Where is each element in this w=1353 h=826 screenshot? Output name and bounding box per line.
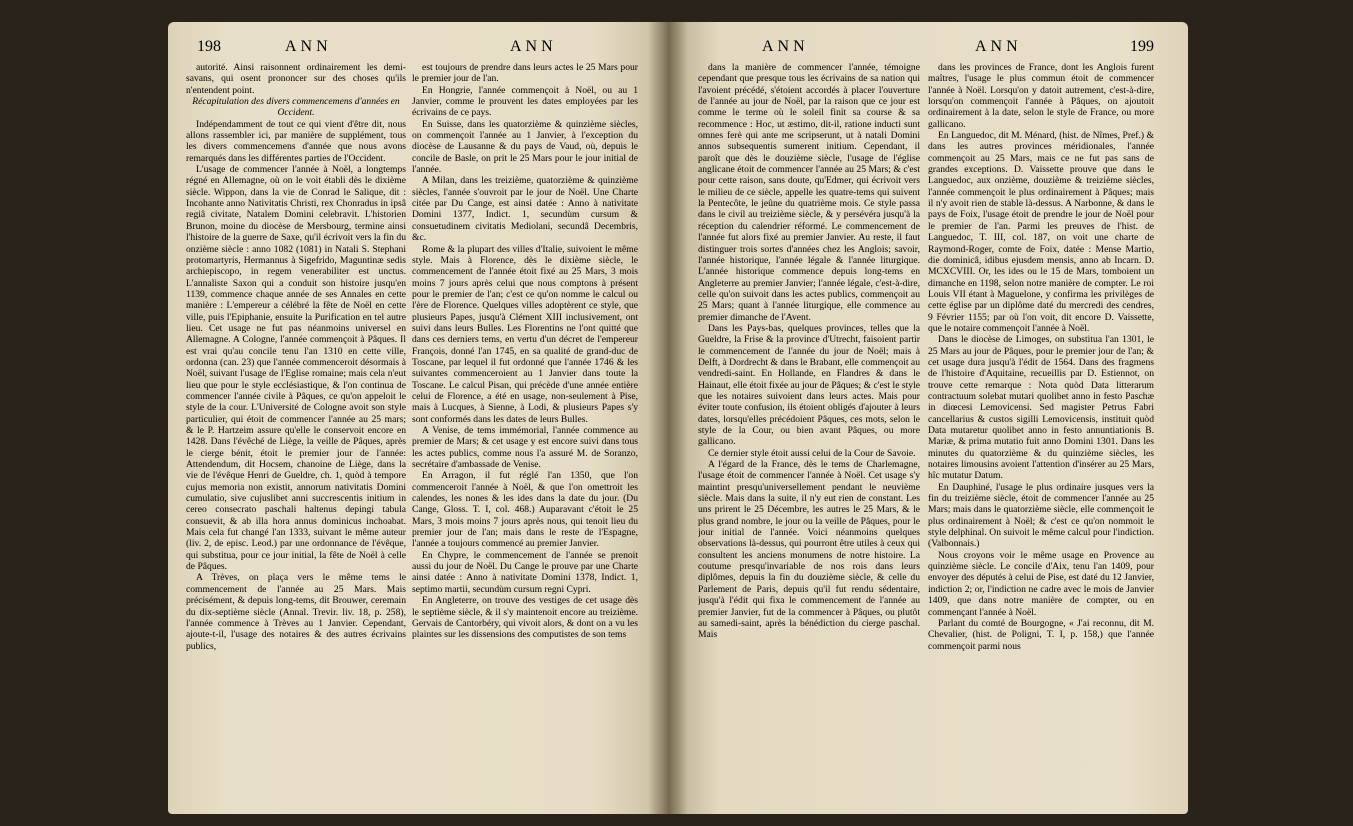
paragraph: En Suisse, dans les quatorzième & quinzième siècles, on commençoit l'année au 1 Janvier, à l'exception du diocèse de Lausanne & du pays de Vaud, où, depuis le concile de Basle, on prit le 25 Mars pour le jour initial de l'année. [412, 118, 638, 176]
paragraph: A Trèves, on plaça vers le même tems le commencement de l'année au 25 Mars. Mais précisément, & depuis long-tems, dit Brouwer, ceremain du dix-septième siècle (Annal. Trevir. liv. 18, p. 258), l'année commence à Trèves au 1 Janvier. Cependant, ajoute-t-il, l'usage des notaires & des autres écrivains publics, [186, 572, 406, 652]
paragraph: L'usage de commencer l'année à Noël, a longtemps régné en Allemagne, où on le voit établi dès le dixième siècle. Wippon, dans la vie de Conrad le Salique, dit : Incohante anno Nativitatis Christi, rex Chonradus in ipsâ regiâ civitate, Natalem Domini celebravit. L'historien Brunon, moine du diocèse de Mersbourg, termine ainsi l'histoire de la guerre de Saxe, qu'il écrivoit vers la fin du onzième siècle : anno 1082 (1081) in Natali S. Stephani protomartyris, Hermannus à Sigefrido, Maguntinæ sedis archiepiscopo, in regem venerabiliter est unctus. L'annaliste Saxon qui a conduit son histoire jusqu'en 1139, commence chaque année de ses Annales en cette manière : L'empereur a célébré la fête de Noël en cette ville, puis l'Epiphanie, ensuite la Purification en tel autre lieu. Cet usage ne fut pas néanmoins universel en Allemagne. A Cologne, l'année commençoit à Pâques. Il est vrai qu'au concile tenu l'an 1310 en cette ville, ordonna (can. 23) que l'année commenceroit désormais à Noël, suivant l'usage de l'Eglise romaine; mais cela n'eut lieu que pour le style ecclésiastique, & l'on continua de commencer l'année civile à Pâques, ce qu'on appeloit le style de la cour. L'Université de Cologne avoit son style particulier, qui étoit de commencer l'année au 25 mars; & le P. Hartzeim assure qu'elle le conservoit encore en 1428. Dans l'évêché de Liège, la veille de Pâques, après le cierge bénit, étoit le premier jour de l'année: Attendendum, dit Hocsem, chanoine de Liège, dans la vie de l'évêque Henri de Gueldre, ch. 1, quòd à tempore cujus memoria non existit, annorum nativitatis Domini cumulatio, sive cujuslibet anni succrescentis initium in cereo consecrato paschali haltenus depingi tabula consuevit, & ab illa hora annus dominicus inchoabat. Mais cela fut changé l'an 1333, suivant le même auteur (liv. 2, de episc. Leod.) par une ordonnance de l'évêque, qui substitua, pour ce jour initial, la fête de Noël à celle de Pâques. [186, 164, 406, 573]
left-column-2 [412, 62, 638, 792]
paragraph: dans la manière de commencer l'année, témoigne cependant que presque tous les écrivains de sa nation qui l'avoient précédé, s'étoient accordés à placer l'ouverture de l'année au jour de Noël, par la raison que ce jour est comme le terme où le soleil finit sa course & sa recommence : Hoc, ut æstimo, dit-il, ratione inducti sunt omnes ferè qui ante me scripserunt, ut à natali Domini annos subsequentis sumerent initium. Cependant, il paroît que dès le douzième siècle, l'usage de l'église anglicane étoit de commencer l'année au 25 Mars; & c'est pour cette raison, sans doute, qu'Edmer, qui écrivoit vers le milieu de ce siècle, appelle les quatre-tems qui suivent la Pentecôte, le jeûne du quatrième mois. Ce style passa dans le civil au treizième siècle, & y persévéra jusqu'à la réception du calendrier réformé. Le commencement de l'année fut alors fixé au premier Janvier. Au reste, il faut distinguer trois sortes d'années chez les Anglois; savoir, l'année historique, l'année légale & l'année liturgique. L'année historique commence depuis long-tems en Angleterre au premier Janvier; l'année légale, c'est-à-dire, celle qu'on suivoit dans les actes publics, commençoit au 25 Mars; quant à l'année liturgique, elle commence au premier dimanche de l'Avent. [698, 62, 920, 323]
paragraph: Parlant du comté de Bourgogne, « J'ai reconnu, dit M. Chevalier, (hist. de Poligni, T. I, p. 158,) que l'année commençoit parmi nous [928, 617, 1154, 652]
right-column-1 [698, 62, 920, 792]
paragraph: En Dauphiné, l'usage le plus ordinaire jusques vers la fin du treizième siècle, étoit de commencer l'année au 25 Mars; mais dans le quatorzième siècle, elle commençoit le plus ordinairement à Noël; & c'est ce qu'on nommoit le style delphinal. On suivoit le même calcul pour l'indiction. (Valbonnais.) [928, 481, 1154, 550]
paragraph: Dans le diocèse de Limoges, on substitua l'an 1301, le 25 Mars au jour de Pâques, pour le premier jour de l'an; & cet usage dura jusqu'à l'édit de 1564. Dans des fragmens de l'histoire d'Aquitaine, recueillis par D. Estiennot, on trouve cette remarque : Nota quòd Data litterarum contractuum solebat mutari quolibet anno in festo Paschæ in diœcesi Lemovicensi. Sed magister Petrus Fabri cancellarius & custos sigilli Lemovicensis, instituit quòd Data mutaretur quolibet anno in festo annuntiationis B. Mariæ, & prima mutatio fuit anno Domini 1301. Dans les minutes du quatorzième & du quinzième siècles, les notaires limousins avoient l'attention d'insérer au 25 Mars, hîc mutatur Datum. [928, 334, 1154, 482]
paragraph: En Languedoc, dit M. Ménard, (hist. de Nîmes, Pref.) & dans les autres provinces méridionales, l'année commençoit au 25 Mars, mais ce ne fut pas sans de grandes exceptions. D. Vaissette prouve que dans le Languedoc, aux onzième, douzième & treizième siècles, l'année commençoit le plus ordinairement à Pâques; mais il n'y avoit rien de stable là-dessus. A Narbonne, & dans le pays de Foix, l'usage étoit de prendre le jour de Noël pour le premier de l'an. Parmi les preuves de l'hist. de Languedoc, T. III, col. 187, on voit une charte de Raymond-Roger, comte de Foix, datée : Mense Martio, die dominicâ, idibus ejusdem mensis, anno ab Incarn. D. MCXCVIII. Or, les ides ou le 15 de Mars, tomboient un dimanche en 1198, selon notre manière de compter. Le roi Louis VII étant à Maguelone, y confirma les privilèges de cette église par un diplôme daté du mercredi des cendres, 9 Février 1155; par où l'on voit, dit encore D. Vaissette, que le notaire commençoit l'année à Noël. [928, 130, 1154, 334]
book-gutter [648, 22, 688, 814]
left-column-1 [186, 62, 406, 792]
paragraph: autorité. Ainsi raisonnent ordinairement les demi-savans, qui osent prononcer sur des choses qu'ils n'entendent point. [186, 62, 406, 96]
left-page-header: ANN [285, 38, 332, 55]
paragraph: En Chypre, le commencement de l'année se prenoit aussi du jour de Noël. Du Cange le prouve par une Charte ainsi datée : Anno à nativitate Domini 1378, Indict. 1, septimo martii, secundùm cursum regni Cypri. [412, 549, 638, 595]
paragraph: Nous croyons voir le même usage en Provence au quinzième siècle. Le concile d'Aix, tenu l'an 1409, pour envoyer des députés à celui de Pise, est daté du 12 Janvier, indiction 2; or, l'indiction ne cadre avec le mois de Janvier 1409, que dans notre manière de compter, ou en commençant l'année à Noël. [928, 549, 1154, 618]
paragraph: A Venise, de tems immémorial, l'année commence au premier de Mars; & cet usage y est encore suivi dans tous les actes publics, comme nous l'a assuré M. de Soranzo, secrétaire d'ambassade de Venise. [412, 425, 638, 471]
paragraph: est toujours de prendre dans leurs actes le 25 Mars pour le premier jour de l'an. [412, 62, 638, 85]
paragraph: En Arragon, il fut réglé l'an 1350, que l'on commenceroit l'année à Noël, & que l'on omettroit les calendes, les nones & les ides dans la date du jour. (Du Cange, Gloss. T. I, col. 468.) Auparavant c'étoit le 25 Mars, 3 mois moins 7 jours après nous, qui tenoit lieu du premier jour de l'an; mais dans le reste de l'Espagne, l'année a toujours commencé au premier Janvier. [412, 470, 638, 550]
paragraph: Récapitulation des divers commencemens d'années en Occident. [192, 96, 400, 119]
paragraph: Indépendamment de tout ce qui vient d'être dit, nous allons rassembler ici, par manière de supplément, tous les divers commencemens d'année que nous avons remarqués dans les différentes parties de l'Occident. [186, 118, 406, 164]
right-column-2 [928, 62, 1154, 792]
right-page-number: 199 [1130, 38, 1154, 55]
right-page-header-2: ANN [975, 38, 1022, 55]
paragraph: Rome & la plupart des villes d'Italie, suivoient le même style. Mais à Florence, dès le dixième siècle, le commencement de l'année étoit fixé au 25 Mars, 3 mois moins 7 jours après celui que nous comptons à présent pour le premier de l'an; c'est ce qu'on nomme le calcul ou l'ère de Florence. Quelques villes adoptèrent ce style, que plusieurs Papes, jusqu'à Clément XIII inclusivement, ont suivi dans leurs Bulles. Les Florentins ne l'ont quitté que dans ces derniers tems, en vertu d'un décret de l'empereur François, donné l'an 1745, en sa qualité de grand-duc de Toscane, par lequel il fut ordonné que l'année 1746 & les suivantes commenceroient au 1 Janvier dans toute la Toscane. Le calcul Pisan, qui précède d'une année entière celui de Florence, a été en usage, non-seulement à Pise, mais à Lucques, à Sienne, à Lodi, & plusieurs Papes s'y sont conformés dans les dates de leurs Bulles. [412, 243, 638, 425]
paragraph: En Angleterre, on trouve des vestiges de cet usage dès le septième siècle, & il s'y maintenoit encore au treizième. Gervais de Cantorbéry, qui vivoit alors, & dont on a vu les plaintes sur les dissensions des computistes de son tems [412, 595, 638, 641]
paragraph: A l'égard de la France, dès le tems de Charlemagne, l'usage étoit de commencer l'année à Noël. Cet usage s'y maintint presqu'universellement pendant le neuvième siècle. Mais dans la suite, il n'y eut rien de constant. Les uns prirent le 25 Décembre, les autres le 25 Mars, & le plus grand nombre, le jour ou la veille de Pâques, pour le jour initial de l'année. Voici néanmoins quelques observations là-dessus, qui pourront être utiles à ceux qui consultent les anciens monumens de notre histoire. La coutume presqu'invariable de nos rois dans leurs diplômes, depuis la fin du douzième siècle, & celle du Parlement de Paris, depuis qu'il fut rendu sédentaire, jusqu'à l'édit qui fixa le commencement de l'année au premier Janvier, fut de la commencer à Pâques, ou plutôt au samedi-saint, après la bénédiction du cierge paschal. Mais [698, 459, 920, 641]
paragraph: A Milan, dans les treizième, quatorzième & quinzième siècles, l'année s'ouvroit par le jour de Noël. Une Charte citée par Du Cange, est ainsi datée : Anno à nativitate Domini 1377, Indict. 1, secundùm cursum & consuetudinem civitatis Mediolani, secundâ Decembris, &c. [412, 175, 638, 244]
left-page-number: 198 [197, 38, 221, 55]
left-page-header-2: ANN [510, 38, 557, 55]
paragraph: Ce dernier style étoit aussi celui de la Cour de Savoie. [708, 447, 916, 459]
right-page-header: ANN [762, 38, 809, 55]
paragraph: dans les provinces de France, dont les Anglois furent maîtres, l'usage le plus commun étoit de commencer l'année à Noël. Lorsqu'on y datoit autrement, c'est-à-dire, lorsqu'on commençoit l'année à Pâques, on ajoutoit ordinairement à la date, selon le style de France, ou more gallicano. [928, 62, 1154, 130]
paragraph: En Hongrie, l'année commençoit à Noël, ou au 1 Janvier, comme le prouvent les dates employées par les écrivains de ce pays. [412, 84, 638, 119]
paragraph: Dans les Pays-bas, quelques provinces, telles que la Gueldre, la Frise & la province d'Utrecht, faisoient partir le commencement de l'année du jour de Noël; mais à Delft, à Dordrecht & dans le Brabant, elle commençoit au vendredi-saint. En Hollande, en Flandres & dans le Hainaut, elle étoit fixée au jour de Pâques; & c'est le style que les notaires suivoient dans leurs actes. Mais pour éviter toute confusion, ils étoient obligés d'ajouter à leurs dates, lorsqu'elles précédoient Pâques, ces mots, selon le style de la Cour, ou bien avant Pâques, ou more gallicano. [698, 322, 920, 448]
